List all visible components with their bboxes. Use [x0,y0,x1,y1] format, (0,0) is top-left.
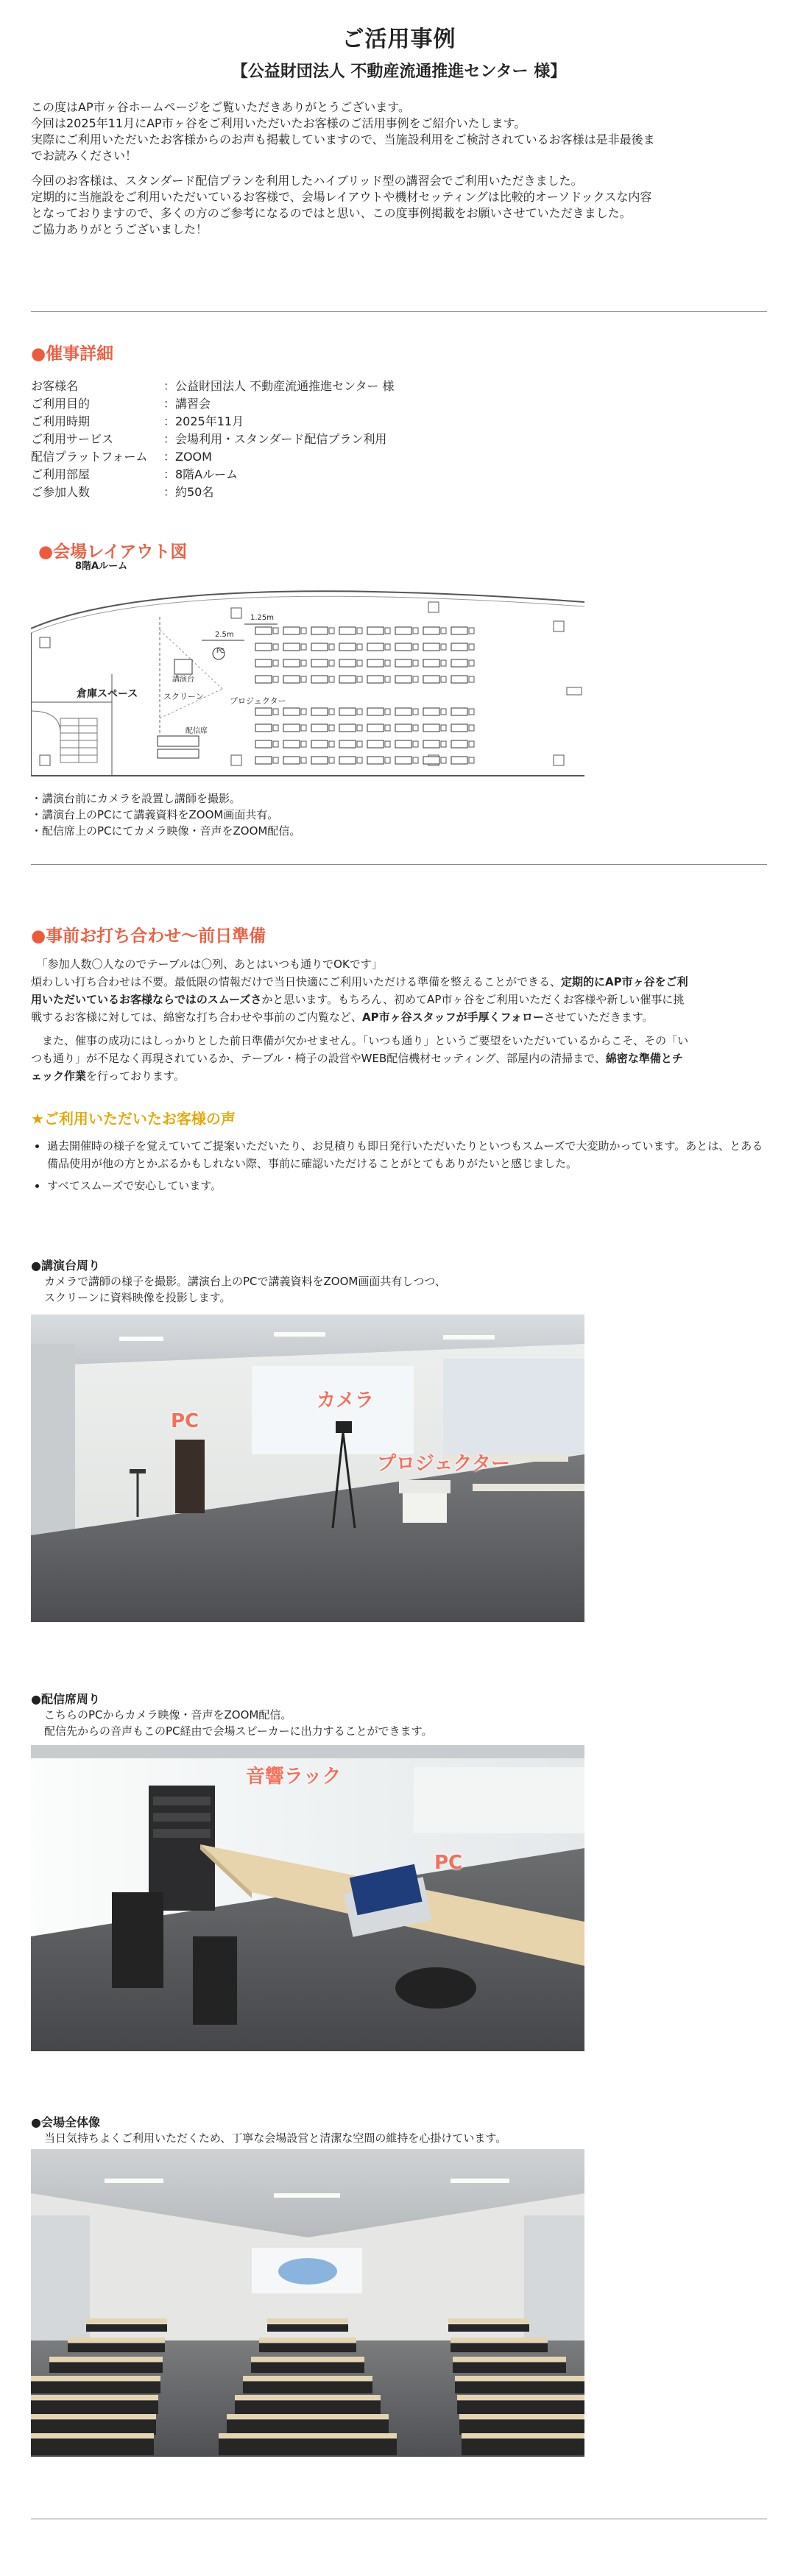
chair [357,725,362,731]
chair [469,644,474,650]
chair [357,676,362,682]
event-heading: ●催事詳細 [31,344,114,364]
floor-plan [31,561,584,785]
chair-row [448,2324,529,2332]
chair [357,757,362,763]
chair-row [462,2439,584,2455]
desk [339,724,356,732]
chair-row [68,2343,165,2352]
photo-label-pc: PC [434,1852,463,1874]
desk [367,740,384,748]
intro [31,99,767,238]
desk [395,708,411,715]
desk [451,740,467,748]
desk [451,708,467,715]
prep-body [31,955,767,1085]
prep-text: 「参加人数〇人なのでテーブルは〇列、あとはいつも通りでOKです」 [42,958,383,971]
voice-item: • 過去開催時の様子を覚えていてご提案いただいたり、お見積りも即日発行いただいたりといつもスムーズで大変助かっています。あとは、とある備品使用が他の方とかぶるかもしれない際、事前に確認いただけることがとてもありがたいと感じました。 [47,1137,767,1172]
chair-row [459,2420,584,2435]
page-title: ご活用事例 [342,26,456,52]
detail-row: ご利用部屋 ：8階Aルーム [31,467,239,481]
chair [469,628,474,634]
dimension-label: 2.5m [215,631,234,639]
photo-label-pc: PC [171,1410,199,1432]
prep-text: ェック作業を行っております。 [31,1069,185,1083]
chair [385,757,390,763]
floor-plan-drawing [31,564,584,785]
desk [423,643,439,651]
chair [301,644,306,650]
desk [255,724,272,732]
chair-row [31,2420,156,2435]
desk [423,676,439,683]
chair [301,709,306,715]
chair-row [235,2401,381,2414]
note: ・配信席上のPCにてカメラ映像・音声をZOOM配信。 [31,824,301,838]
desk-row [31,2395,158,2400]
desk-row [455,2376,584,2381]
desk [451,757,467,764]
desk [451,676,467,683]
desk [423,757,439,764]
chair [273,644,278,650]
desk [339,676,356,683]
desk [311,627,328,634]
intro-line: 今回は2025年11月にAP市ヶ谷をご利用いただいたお客様のご活用事例をご紹介いたします。 [31,116,526,130]
chair-row [267,2324,348,2332]
photo-label-camera: カメラ [317,1390,375,1412]
desk [255,740,272,748]
chair [273,676,278,682]
desk-row [235,2395,381,2400]
chair-row [219,2439,397,2455]
chair-row [31,2401,158,2414]
lectern-label: 講演台 [172,676,194,684]
desk-row [251,2357,364,2362]
note: ・講演台上のPCにて講義資料をZOOM画面共有。 [31,808,279,821]
desk [395,676,411,683]
desk-row [31,2414,156,2419]
desk [255,708,272,715]
desk-row [31,2376,160,2381]
desk-row [227,2414,389,2419]
chair [357,644,362,650]
desk-row [49,2357,163,2362]
desk [367,724,384,732]
prep-text: また、催事の成功にはしっかりとした前日準備が欠かせません。「いつも通り」というご要望をいただいているからこそ、その「い [42,1034,689,1047]
desk [423,708,439,715]
chair [301,725,306,731]
chair [301,676,306,682]
chair [441,757,446,763]
prep-text: つも通り」が不足なく再現されているか、テーブル・椅子の設営やWEB配信機材セッティング、部屋内の清掃まで、綿密な準備とチ [31,1052,683,1065]
desk [311,643,328,651]
chair [273,725,278,731]
chair [441,660,446,666]
desk [283,627,300,634]
content [31,21,767,2519]
chair [469,660,474,666]
screen-label: スクリーン [163,692,204,701]
chair [469,757,474,763]
desk [395,724,411,732]
chair [301,757,306,763]
desk [367,659,384,667]
desk [395,757,411,764]
desk [255,676,272,683]
desk [395,659,411,667]
desk [423,724,439,732]
desk-row [31,2433,154,2438]
page-subtitle: 【公益財団法人 不動産流通推進センター 様】 [231,63,567,81]
intro-line: 定期的に当施設をご利用いただいているお客様で、会場レイアウトや機材セッティングは比較的オーソドックスな内容 [31,190,652,204]
pc-label: PC [216,648,225,654]
detail-row: ご利用サービス ：会場利用・スタンダード配信プラン利用 [31,432,387,446]
desk [283,643,300,651]
chair [469,676,474,682]
chair [413,660,418,666]
chair-row [31,2382,160,2393]
chair [301,628,306,634]
chair [385,741,390,747]
chair [357,709,362,715]
desk-row [243,2376,372,2381]
chair-row [86,2324,167,2332]
desk [395,627,411,634]
chair [413,709,418,715]
prep-text: 煩わしい打ち合わせは不要。最低限の情報だけで当日快適にご利用いただける準備を整えることができる、定期的にAP市ヶ谷をご利 [31,975,688,988]
desk [283,708,300,715]
desk [255,757,272,764]
photo-label-projector: プロジェクター [377,1453,510,1475]
intro-line: でお読みください！ [31,149,138,163]
operator-photo-image [31,1745,584,2051]
chair-row [457,2401,584,2414]
chair [441,709,446,715]
chair [273,741,278,747]
desk-row [462,2433,584,2438]
chair [329,725,334,731]
chair-row [31,2439,154,2455]
chair-row [227,2420,389,2435]
desk-row [86,2318,167,2324]
desk [367,676,384,683]
chair-row [453,2363,566,2373]
detail-row: ご利用目的 ：講習会 [31,397,211,411]
detail-row: お客様名 ：公益財団法人 不動産流通推進センター 様 [31,379,395,393]
desk [423,740,439,748]
chair [273,628,278,634]
desk-row [457,2395,584,2400]
desk [311,676,328,683]
desk [339,708,356,715]
desk [311,724,328,732]
venue-photo-image [31,2149,584,2457]
projector-label: プロジェクター [230,696,286,706]
layout-heading: ●会場レイアウト図 [38,542,188,562]
desk [423,659,439,667]
desk-row [219,2433,397,2438]
chair [413,628,418,634]
detail-row: ご利用時期 ：2025年11月 [31,414,244,428]
chair [413,676,418,682]
chair [385,676,390,682]
chair [357,741,362,747]
chair [273,709,278,715]
desk-row [68,2338,165,2343]
chair [413,741,418,747]
detail-row: ご参加人数 ：約50名 [31,485,214,499]
chair [469,741,474,747]
desk [451,643,467,651]
desk-row [259,2338,356,2343]
chair [441,676,446,682]
desk [339,659,356,667]
desk-row [459,2414,584,2419]
operator-photo [31,1745,584,2051]
event-details [31,378,767,501]
desk-row [453,2357,566,2362]
desk [339,627,356,634]
desk [283,659,300,667]
chair [413,757,418,763]
chair-row [455,2382,584,2393]
photo-heading: ●会場全体像 [31,2115,100,2129]
chair [469,725,474,731]
desk [395,740,411,748]
room-label: 8階Aルーム [75,561,128,572]
desk [367,757,384,764]
desk [367,708,384,715]
chair [441,725,446,731]
desk [451,724,467,732]
intro-line: 今回のお客様は、スタンダード配信プランを利用したハイブリッド型の講習会でご利用いただきました。 [31,174,583,188]
desk [395,643,411,651]
chair [413,644,418,650]
chair [357,628,362,634]
chair [273,660,278,666]
voice-item: • すべてスムーズで安心しています。 [47,1177,767,1195]
desk [311,708,328,715]
voice-list [31,1137,767,1195]
operator-label: 配信席 [186,727,208,735]
voice-heading: ★ご利用いただいたお客様の声 [31,1110,236,1128]
chair [301,741,306,747]
chair [357,660,362,666]
photo-heading: ●配信席周り [31,1692,100,1706]
chair-row [259,2343,356,2352]
desk [423,627,439,634]
chair [329,628,334,634]
desk [255,659,272,667]
desk-row [451,2338,548,2343]
chair [329,676,334,682]
photo-caption: カメラで講師の様子を撮影。講演台上のPCで講義資料をZOOM画面共有しつつ、 スクリーンに資料映像を投影します。 [44,1275,446,1304]
storage-label: 倉庫スペース [77,688,138,700]
chair [385,628,390,634]
desk [339,740,356,748]
chair [301,660,306,666]
desk-rows [31,2318,584,2455]
prep-heading: ●事前お打ち合わせ〜前日準備 [31,927,266,946]
chair [329,757,334,763]
photo-caption: こちらのPCからカメラ映像・音声をZOOM配信。 配信先からの音声もこのPC経由で会場スピーカーに出力することができます。 [44,1708,433,1738]
desk-grid [255,627,474,764]
chair [385,725,390,731]
desk [283,757,300,764]
chair [441,741,446,747]
chair [469,709,474,715]
desk [311,757,328,764]
chair [385,660,390,666]
desk [255,643,272,651]
desk [367,627,384,634]
desk [339,757,356,764]
photo-heading: ●講演台周り [31,1259,100,1273]
lectern-photo [31,1314,584,1622]
prep-text: 用いただいているお客様ならではのスムーズさかと思います。もちろん、初めてAP市ヶ谷をご利用いただくお客様や新しい催事に挑 [31,993,685,1006]
chair [385,709,390,715]
detail-row: 配信プラットフォーム ：ZOOM [31,450,212,464]
photo-label-audio-rack: 音響ラック [246,1766,342,1788]
chair-row [243,2382,372,2393]
chair-row [251,2363,364,2373]
desk [311,659,328,667]
chair-row [451,2343,548,2352]
desk-row [267,2318,348,2324]
chair [329,644,334,650]
chair [273,757,278,763]
chair [329,741,334,747]
dimension-label: 1.25m [250,614,275,622]
desk [283,740,300,748]
chair [329,709,334,715]
desk [339,643,356,651]
chair [329,660,334,666]
intro-line: この度はAP市ヶ谷ホームページをご覧いただきありがとうございます。 [31,100,410,114]
chair [441,644,446,650]
desk [311,740,328,748]
note: ・講演台前にカメラを設置し講師を撮影。 [31,792,241,805]
chair [441,628,446,634]
intro-line: ご協力ありがとうございました！ [31,222,208,236]
desk [283,676,300,683]
desk [283,724,300,732]
desk-row [448,2318,529,2324]
desk [255,627,272,634]
chair [413,725,418,731]
photo-caption: 当日気持ちよくご利用いただくため、丁寧な会場設営と清潔な空間の維持を心掛けています。 [44,2131,507,2145]
intro-line: となっておりますので、多くの方のご参考になるのではと思い、この度事例掲載をお願いさせていただきました。 [31,206,632,220]
chair-row [49,2363,163,2373]
intro-line: 実際にご利用いただいたお客様からのお声も掲載していますので、当施設利用をご検討されているお客様は是非最後ま [31,132,655,146]
prep-text: 戦するお客様に対しては、綿密な打ち合わせや事前のご内覧など、AP市ヶ谷スタッフが手厚くフォローさせていただきます。 [31,1011,654,1024]
chair [385,644,390,650]
desk [451,659,467,667]
desk [451,627,467,634]
layout-notes [31,790,767,839]
desk [367,643,384,651]
venue-photo [31,2149,584,2457]
